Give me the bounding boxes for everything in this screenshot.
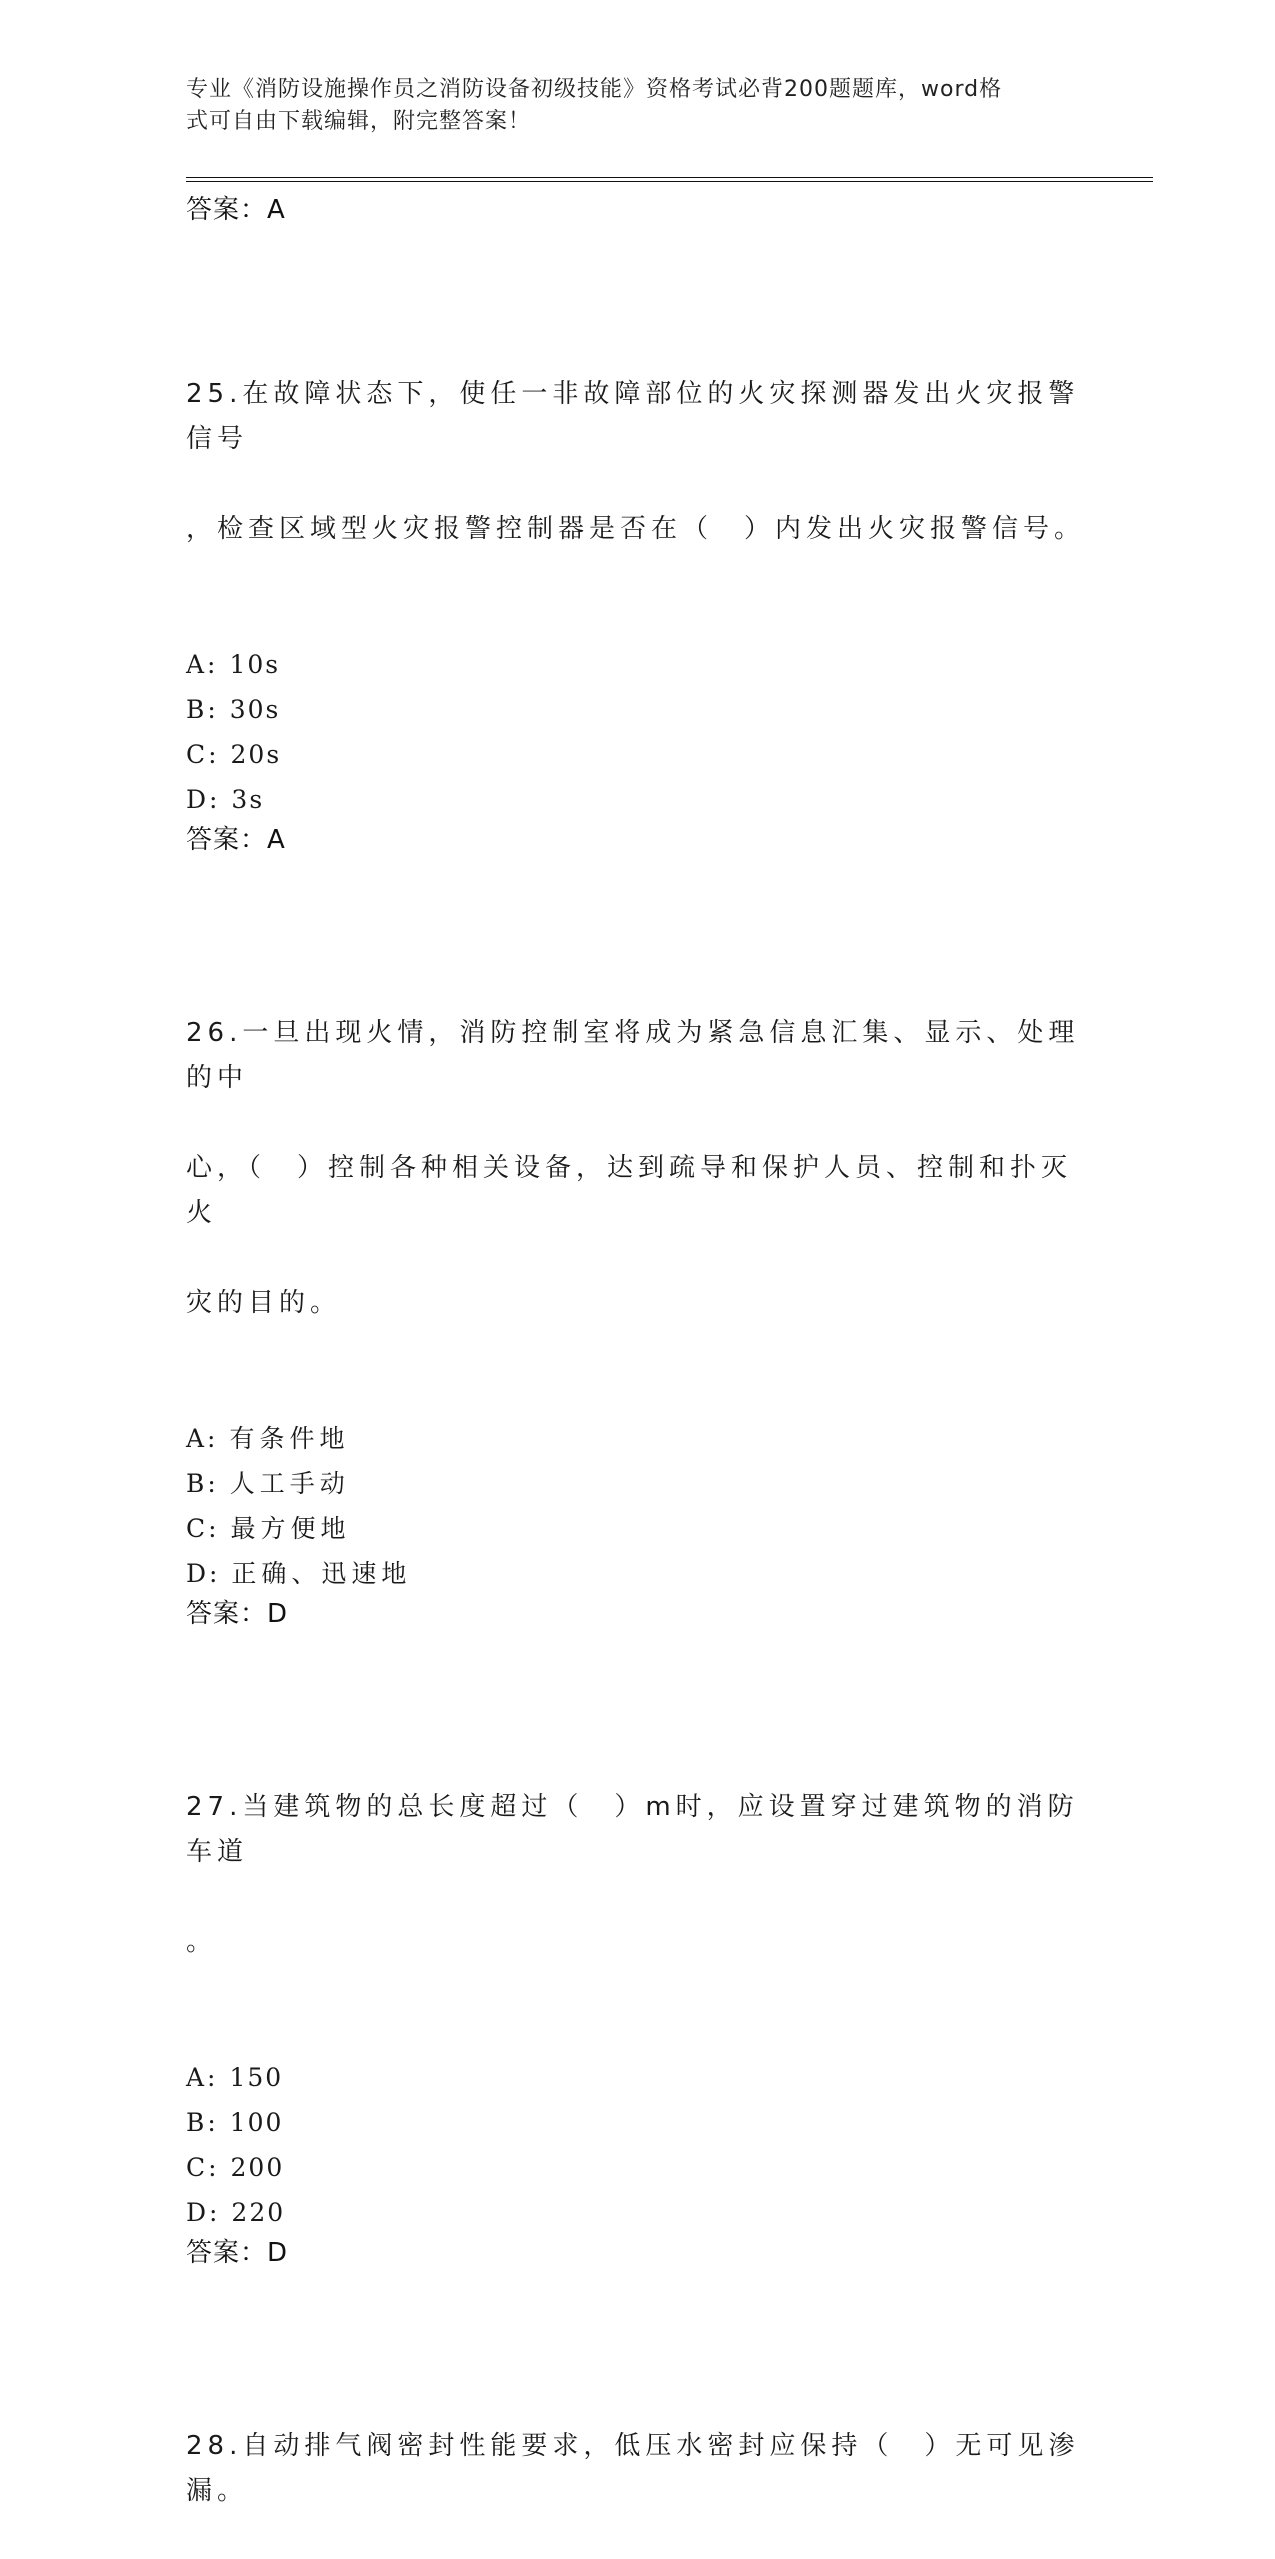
option-letter: D: [186, 2198, 221, 2227]
option-text: 人工手动 [229, 1469, 350, 1498]
option-b [186, 2100, 1086, 2145]
question-26 [186, 921, 1086, 1641]
option-text: 正确、迅速地 [231, 1559, 412, 1588]
stem-line: 灾的目的。 [186, 1288, 342, 1318]
answer-line: 答案：A [186, 195, 286, 225]
option-text: 有条件地 [229, 1424, 350, 1453]
stem-line: 27.当建筑物的总长度超过（ ）m时，应设置穿过建筑物的消防车道 [186, 1792, 1079, 1867]
option-text: 最方便地 [230, 1514, 351, 1543]
option-d [186, 777, 1086, 822]
question-list [186, 192, 1086, 2559]
option-a [186, 2055, 1086, 2100]
option-text: 100 [229, 2108, 284, 2137]
option-text: 3s [231, 785, 265, 814]
option-letter: A: [186, 1424, 219, 1453]
option-b [186, 1461, 1086, 1506]
option-b [186, 687, 1086, 732]
option-c [186, 2145, 1086, 2190]
question-stem [186, 1695, 1086, 2055]
option-text: 150 [229, 2063, 284, 2092]
option-d [186, 1551, 1086, 1596]
option-letter: D: [186, 1559, 221, 1588]
stem-line: 心，（ ）控制各种相关设备，达到疏导和保护人员、控制和扑灭火 [186, 1153, 1073, 1228]
option-text: 10s [229, 650, 281, 679]
option-a [186, 1416, 1086, 1461]
stem-line: 26.一旦出现火情，消防控制室将成为紧急信息汇集、显示、处理的中 [186, 1018, 1080, 1093]
option-letter: B: [186, 695, 219, 724]
question-stem [186, 2334, 1086, 2559]
question-stem [186, 921, 1086, 1416]
option-letter: A: [186, 650, 219, 679]
header-line-2: 式可自由下载编辑，附完整答案！ [186, 109, 532, 134]
option-text: 20s [230, 740, 282, 769]
option-text: 30s [229, 695, 281, 724]
option-letter: C: [186, 2153, 220, 2182]
question-25 [186, 282, 1086, 867]
option-c [186, 1506, 1086, 1551]
option-letter: B: [186, 1469, 219, 1498]
option-letter: D: [186, 785, 221, 814]
stem-line: ，检查区域型火灾报警控制器是否在（ ）内发出火灾报警信号。 [186, 514, 1086, 544]
header-divider-top [186, 177, 1153, 178]
stem-line: 28.自动排气阀密封性能要求，低压水密封应保持（ ）无可见渗漏。 [186, 2431, 1080, 2506]
option-text: 200 [230, 2153, 285, 2182]
document-header [186, 74, 1066, 138]
stem-line: 25.在故障状态下，使任一非故障部位的火灾探测器发出火灾报警信号 [186, 379, 1080, 454]
question-27 [186, 1695, 1086, 2280]
stem-line: 。 [186, 1927, 218, 1957]
header-divider-bottom [186, 181, 1153, 182]
option-c [186, 732, 1086, 777]
option-letter: C: [186, 1514, 220, 1543]
answer-line: 答案：D [186, 1599, 289, 1629]
option-d [186, 2190, 1086, 2235]
option-letter: A: [186, 2063, 219, 2092]
question-28 [186, 2334, 1086, 2559]
option-letter: C: [186, 740, 220, 769]
option-text: 220 [231, 2198, 286, 2227]
answer-line: 答案：A [186, 825, 286, 855]
question-stem [186, 282, 1086, 642]
answer-line: 答案：D [186, 2238, 289, 2268]
option-letter: B: [186, 2108, 219, 2137]
header-line-1: 专业《消防设施操作员之消防设备初级技能》资格考试必背200题题库，word格 [186, 77, 1003, 102]
option-a [186, 642, 1086, 687]
